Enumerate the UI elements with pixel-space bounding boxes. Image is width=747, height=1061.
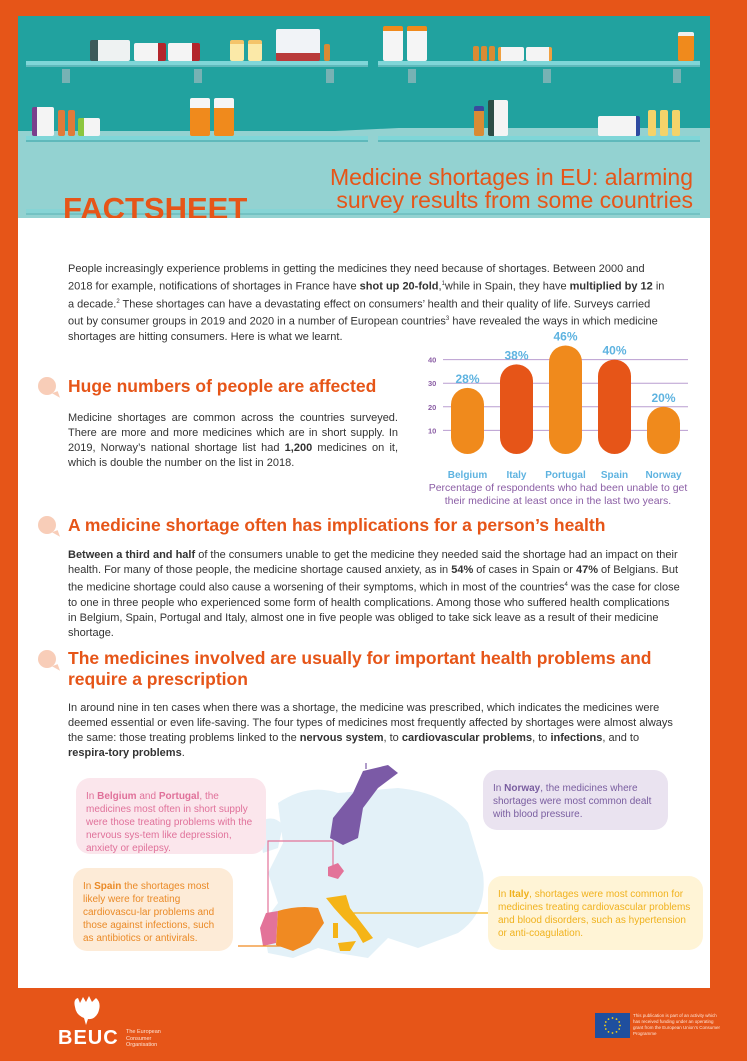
y-tick-label: 40: [428, 355, 437, 365]
spray-bottle: [68, 110, 75, 136]
bar-belgium: [451, 388, 484, 454]
y-tick-label: 30: [428, 379, 437, 389]
section2-paragraph: [68, 548, 680, 641]
pill-bottle: [383, 26, 403, 61]
bar-norway: [647, 407, 680, 454]
emphasis: 54%: [451, 564, 474, 576]
norway-callout: [483, 770, 668, 830]
text: of cases in Spain or: [473, 564, 576, 576]
page-title: [283, 166, 693, 212]
emphasis: cardiovascular problems: [401, 732, 533, 744]
text: the shortages most likely were for treating cardiovascu-lar problems and those against infections, such as antibiotics or antivirals.: [83, 881, 215, 944]
factsheet-label: FACTSHEET: [63, 191, 248, 218]
bar-italy: [500, 364, 533, 454]
section3-title-line1: The medicines involved are usually for important health problems and: [68, 648, 652, 668]
emphasis: shot up 20-fold: [359, 280, 439, 293]
text: , and to: [602, 732, 640, 744]
pill-jar: [248, 40, 262, 61]
eu-stars-icon: [595, 1013, 630, 1038]
shelf-bracket: [194, 69, 202, 83]
bar-chart: [408, 326, 708, 508]
speech-bubble-icon: [38, 377, 56, 395]
emphasis: respira-tory problems: [68, 747, 182, 759]
medicine-box: [526, 47, 552, 61]
pill-bottle: [678, 32, 694, 61]
text: in a decade.: [68, 280, 665, 311]
beuc-wordmark: BEUC: [58, 1027, 119, 1049]
text: and: [136, 791, 159, 802]
emphasis: Belgium: [97, 791, 137, 802]
text: Medicine shortages are common across the countries surveyed. There are more and more medicines which are in short supply. In 2019, Norway’s national shortage list had: [68, 412, 398, 454]
medicine-box: [276, 29, 320, 61]
medicine-box: [134, 43, 166, 61]
page-title-line2: survey results from some countries: [336, 187, 693, 213]
belgium-portugal-callout: [76, 778, 266, 854]
text: In: [493, 783, 505, 794]
section3-paragraph: [68, 701, 680, 761]
x-tick-label: Spain: [600, 470, 629, 481]
footnote-ref: 4: [564, 582, 568, 588]
shelf: [378, 61, 700, 67]
spray-bottle: [672, 110, 680, 136]
data-label: 46%: [553, 329, 578, 344]
page-title-line1: Medicine shortages in EU: alarming: [329, 164, 693, 190]
spain-callout: [73, 868, 233, 951]
medicine-box: [498, 47, 524, 61]
pill-bottle: [214, 98, 234, 136]
text: In around nine in ten cases when there was a shortage, the medicine was prescribed, which indicates the medicines were deemed essential or even life-saving. The four types of medicines most frequently affected by shortages were almost always the same: those treating problems linked to the: [68, 702, 673, 744]
text: while in Spain, they have: [444, 280, 570, 293]
content-page: [18, 218, 710, 988]
emphasis: Spain: [94, 881, 122, 892]
data-label: 40%: [602, 343, 627, 358]
vial: [481, 46, 487, 61]
portugal-shape: [260, 911, 278, 946]
footnote-ref: 1: [441, 281, 445, 287]
vial: [489, 46, 495, 61]
x-tick-label: Portugal: [545, 470, 586, 481]
eu-flag-icon: [595, 1013, 630, 1038]
shelf: [26, 61, 368, 67]
medicine-box: [598, 116, 640, 136]
y-tick-label: 10: [428, 426, 437, 436]
medicine-box: [78, 118, 100, 136]
emphasis: Norway: [504, 783, 541, 794]
medicine-box: [488, 100, 508, 136]
emphasis: 47%: [575, 564, 598, 576]
europe-map: [238, 763, 498, 968]
beuc-subtitle: The European Consumer Organisation: [126, 1029, 161, 1048]
text: of the consumers unable to get the medicine they needed said the shortage had an impact on their health. For many of those people, the medicine shortage caused anxiety, as in: [68, 549, 678, 576]
chart-caption-line2: their medicine at least once in the last two years.: [444, 495, 672, 507]
x-tick-label: Belgium: [447, 470, 488, 481]
text: .: [181, 747, 185, 759]
section3-title-line2: require a prescription: [68, 669, 248, 689]
emphasis: Portugal: [158, 791, 200, 802]
speech-bubble-icon: [38, 650, 56, 668]
text: In: [498, 889, 510, 900]
text: was the case for close to one in three people who experienced some form of health complications. Among those who suffered health complications in Belgium, Spain, Portugal and Italy, almost one in five people was obliged to take sick leave as a result of their medicine shortage.: [68, 581, 680, 639]
medicine-box: [90, 40, 130, 61]
section1-paragraph: [68, 411, 398, 471]
shelf-bracket: [326, 69, 334, 83]
beuc-logo-icon: [70, 995, 110, 1025]
bar-chart-svg: [408, 326, 708, 486]
eu-funding-notice: This publication is part of an activity which has received funding under an operating grant from the European Union’s Consumer Programme: [633, 1013, 720, 1036]
chart-caption: [398, 482, 718, 508]
text: medicines on it, which is double the number on the list in 2018.: [68, 442, 398, 469]
chart-caption-line1: Percentage of respondents who had been unable to get: [428, 482, 688, 494]
text: These shortages can have a devastating effect on consumers’ health and their quality of life. Surveys carried out by consumer groups in 2019 and 2020 in a number of European countries: [68, 298, 651, 328]
text: , to: [383, 732, 402, 744]
shelf-bracket: [62, 69, 70, 83]
vial: [473, 46, 479, 61]
speech-bubble-icon: [38, 516, 56, 534]
medicine-box: [168, 43, 200, 61]
shelf-bracket: [543, 69, 551, 83]
y-tick-label: 20: [428, 402, 437, 412]
spray-bottle: [660, 110, 668, 136]
emphasis: multiplied by 12: [569, 280, 653, 293]
emphasis: nervous system: [299, 732, 384, 744]
text: People increasingly experience problems in getting the medicines they need because of shortages. Between 2000 and 2018 for example, notifications of shortages in France have: [68, 263, 645, 293]
bar-spain: [598, 360, 631, 454]
intro-paragraph: People increasingly experience problems in getting the medicines they need because of shortages. Between 2000 and 2018 for example, notifications of shortages in France have shot up 20-fold,$^1$while in Spain, they have multiplied by 12 in a decade.$^2$ These shortages can have a devastating effect on consumers’ health and their quality of life. Surveys carried out by consumer groups in 2019 and 2020 in a number of European countries$^3$ have revealed the ways in which medicine shortages are hitting consumers. Here is what we learnt.: [68, 263, 665, 343]
medicine-box: [32, 107, 54, 136]
text: , shortages were most common for medicines treating cardiovascular problems and blood disorders, such as hypertension or anti-coagulation.: [498, 889, 691, 939]
emphasis: Italy: [509, 889, 530, 900]
header-banner: [18, 16, 710, 218]
pill-bottle: [190, 98, 210, 136]
text: In: [83, 881, 95, 892]
emphasis: Between a third and half: [68, 549, 196, 561]
shelf-bracket: [673, 69, 681, 83]
data-label: 38%: [504, 348, 529, 363]
shelf: [26, 136, 368, 142]
text: , to: [532, 732, 551, 744]
section1-title: Huge numbers of people are affected: [68, 376, 377, 396]
text: , the medicines most often in short supply were those treating problems with the nervous sys-tem like depression, anxiety or epilepsy.: [86, 791, 253, 854]
text: In: [86, 791, 98, 802]
text: have revealed the ways in which medicine shortages are hitting consumers. Here is what we learnt.: [68, 315, 658, 343]
text: of Belgians. But the medicine shortage could also cause a worsening of their symptoms, which in most of the countries: [68, 564, 679, 594]
spray-bottle: [58, 110, 65, 136]
shelf: [378, 136, 700, 142]
italy-callout: [488, 876, 703, 950]
data-label: 28%: [455, 371, 480, 386]
footnote-ref: 2: [116, 298, 120, 305]
shelf-bracket: [408, 69, 416, 83]
spray-bottle: [648, 110, 656, 136]
x-tick-label: Norway: [645, 470, 682, 481]
pill-bottle: [407, 26, 427, 61]
section2-title: A medicine shortage often has implications for a person’s health: [68, 515, 606, 535]
emphasis: infections: [550, 732, 603, 744]
bar-portugal: [549, 345, 582, 454]
data-label: 20%: [651, 390, 676, 405]
pill-jar: [230, 40, 244, 61]
section3-title: [68, 648, 698, 690]
footnote-ref: 3: [445, 316, 450, 323]
x-tick-label: Italy: [506, 470, 527, 481]
syrup-bottle: [474, 106, 484, 136]
emphasis: 1,200: [284, 442, 313, 454]
text: , the medicines where shortages were most common dealt with blood pressure.: [493, 783, 652, 820]
spray-bottle: [324, 44, 330, 61]
